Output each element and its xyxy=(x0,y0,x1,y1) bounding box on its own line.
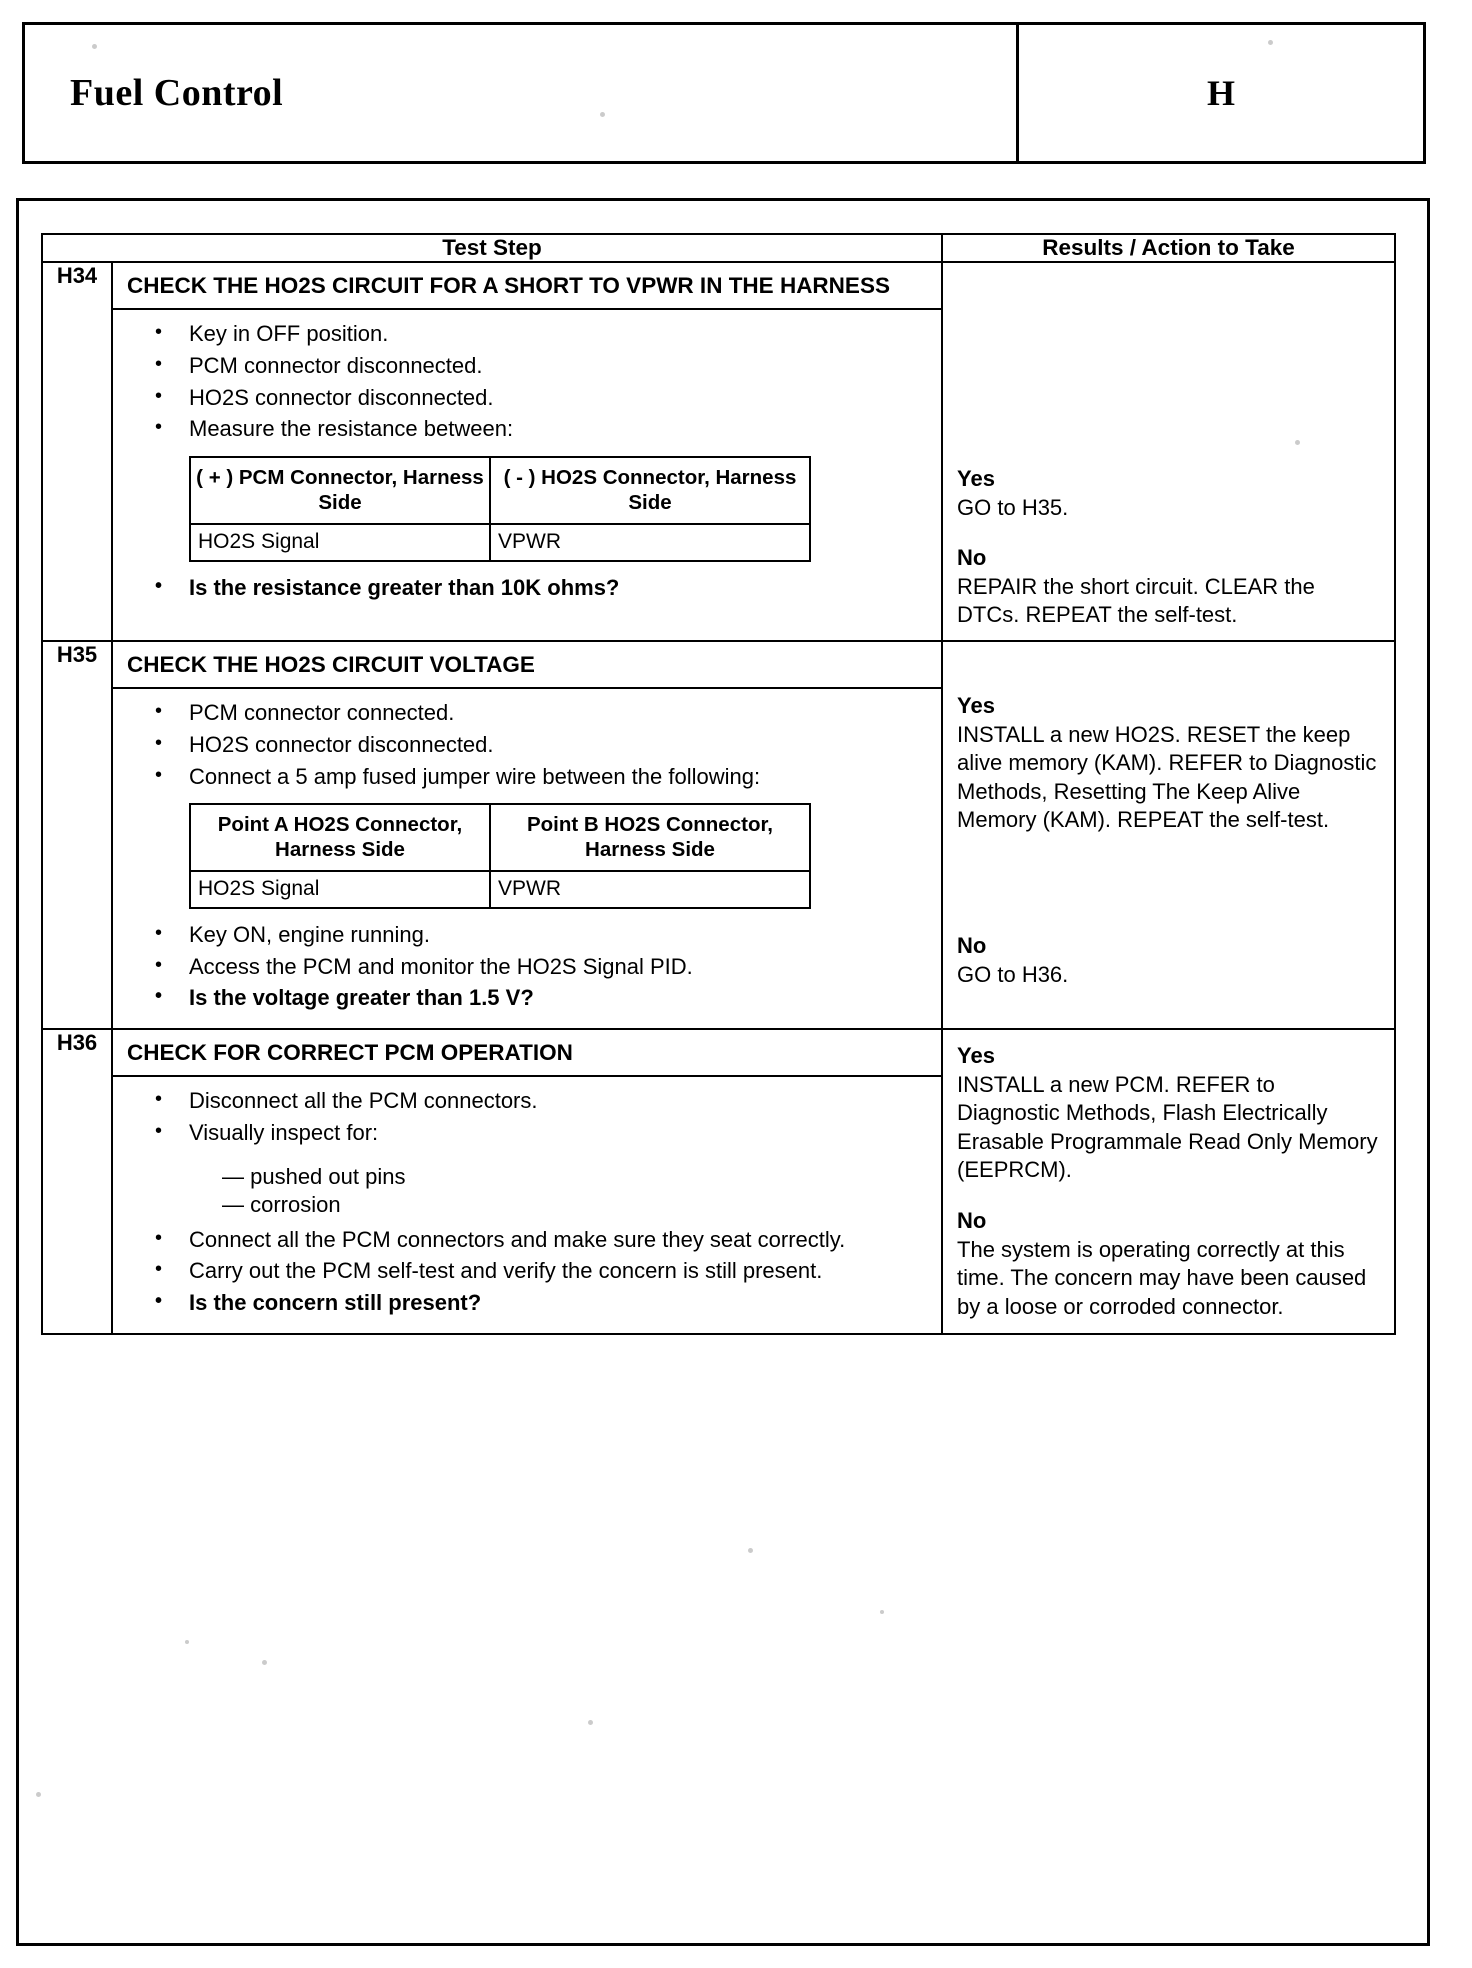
connector-header-left: Point A HO2S Connector, Harness Side xyxy=(190,804,490,871)
step-id: H36 xyxy=(42,1029,112,1334)
results-gap xyxy=(957,1185,1382,1205)
list-item: • Access the PCM and monitor the HO2S Signal PID. xyxy=(127,953,929,982)
result-yes-text: INSTALL a new PCM. REFER to Diagnostic Methods, Flash Electrically Erasable Programmale Read Only Memory (EEPRCM). xyxy=(957,1071,1378,1183)
results-cell xyxy=(942,262,1395,641)
step-content xyxy=(112,262,942,641)
results-spacer xyxy=(957,273,1382,463)
list-item: • PCM connector disconnected. xyxy=(127,352,929,381)
step-bullet-list xyxy=(127,320,929,443)
table-row xyxy=(42,262,1395,641)
connector-header-right: Point B HO2S Connector, Harness Side xyxy=(490,804,810,871)
step-title: CHECK THE HO2S CIRCUIT FOR A SHORT TO VPWR IN THE HARNESS xyxy=(113,263,941,310)
connector-table-row xyxy=(190,524,810,561)
step-content xyxy=(112,641,942,1029)
results-cell xyxy=(942,641,1395,1029)
connector-value-left: HO2S Signal xyxy=(190,524,490,561)
step-bullet-list-after xyxy=(127,921,929,1013)
connector-table xyxy=(189,456,811,562)
table-row xyxy=(42,1029,1395,1334)
list-item: • Key in OFF position. xyxy=(127,320,929,349)
result-yes-label: Yes xyxy=(957,692,995,718)
results-spacer xyxy=(957,652,1382,690)
list-item: • HO2S connector disconnected. xyxy=(127,731,929,760)
connector-value-right: VPWR xyxy=(490,524,810,561)
column-header-test-step: Test Step xyxy=(42,234,942,262)
step-id: H34 xyxy=(42,262,112,641)
result-no-label: No xyxy=(957,932,987,958)
step-question: • Is the resistance greater than 10K ohms? xyxy=(127,574,929,603)
scan-speck xyxy=(880,1610,884,1614)
result-yes-text: GO to H35. xyxy=(957,494,1069,520)
scan-speck xyxy=(185,1640,189,1644)
result-yes-label: Yes xyxy=(957,1042,995,1068)
results-content xyxy=(943,642,1394,999)
scan-speck xyxy=(600,112,605,117)
diagnostic-procedure-table xyxy=(41,233,1396,1335)
dash-item: — pushed out pins xyxy=(222,1163,406,1189)
results-content xyxy=(943,1030,1394,1331)
connector-value-right: VPWR xyxy=(490,871,810,908)
spacer xyxy=(127,1151,929,1163)
table-row xyxy=(42,641,1395,1029)
connector-table-row xyxy=(190,871,810,908)
list-item: • PCM connector connected. xyxy=(127,699,929,728)
connector-table-header-row xyxy=(190,804,810,871)
connector-header-right: ( - ) HO2S Connector, Harness Side xyxy=(490,457,810,524)
list-item: • Visually inspect for: xyxy=(127,1119,929,1148)
results-content xyxy=(943,263,1394,640)
step-question: • Is the concern still present? xyxy=(127,1289,929,1318)
result-no-label: No xyxy=(957,1207,987,1233)
connector-table-header-row xyxy=(190,457,810,524)
step-body xyxy=(113,1077,941,1332)
step-bullet-list xyxy=(127,699,929,791)
connector-table xyxy=(189,803,811,909)
scan-speck xyxy=(262,1660,267,1665)
step-bullet-list xyxy=(127,1087,929,1147)
list-item: • Measure the resistance between: xyxy=(127,415,929,444)
result-no-text: The system is operating correctly at this time. The concern may have been caused by a loose or corroded connector. xyxy=(957,1236,1367,1319)
scan-speck xyxy=(748,1548,753,1553)
list-item: • Carry out the PCM self-test and verify the concern is still present. xyxy=(127,1257,929,1286)
section-letter: H xyxy=(1206,73,1235,113)
step-id: H35 xyxy=(42,641,112,1029)
result-yes-text: INSTALL a new HO2S. RESET the keep alive memory (KAM). REFER to Diagnostic Methods, Resetting The Keep Alive Memory (KAM). REPEAT the self-test. xyxy=(957,721,1377,833)
step-title: CHECK THE HO2S CIRCUIT VOLTAGE xyxy=(113,642,941,689)
header-title-cell xyxy=(25,25,1019,161)
page-title: Fuel Control xyxy=(70,72,284,114)
scan-speck xyxy=(92,44,97,49)
results-cell xyxy=(942,1029,1395,1334)
step-question-list xyxy=(127,574,929,603)
list-item: • Disconnect all the PCM connectors. xyxy=(127,1087,929,1116)
results-gap xyxy=(957,835,1382,930)
step-title: CHECK FOR CORRECT PCM OPERATION xyxy=(113,1030,941,1077)
step-bullet-list-after xyxy=(127,1226,929,1318)
list-item: • Connect all the PCM connectors and make sure they seat correctly. xyxy=(127,1226,929,1255)
scan-speck xyxy=(36,1792,41,1797)
list-item: • HO2S connector disconnected. xyxy=(127,384,929,413)
scan-speck xyxy=(588,1720,593,1725)
result-yes-label: Yes xyxy=(957,466,995,491)
connector-header-left: ( + ) PCM Connector, Harness Side xyxy=(190,457,490,524)
result-no-label: No xyxy=(957,545,987,571)
step-body xyxy=(113,310,941,617)
header-section-cell xyxy=(1019,25,1423,161)
list-item: • Connect a 5 amp fused jumper wire between the following: xyxy=(127,763,929,792)
scan-speck xyxy=(1295,440,1300,445)
dash-item: — corrosion xyxy=(222,1192,341,1218)
table-header-row xyxy=(42,234,1395,262)
step-content xyxy=(112,1029,942,1334)
page-header xyxy=(22,22,1426,164)
result-no-text: REPAIR the short circuit. CLEAR the DTCs. REPEAT the self-test. xyxy=(957,573,1315,628)
column-header-results: Results / Action to Take xyxy=(942,234,1395,262)
step-body xyxy=(113,689,941,1028)
connector-value-left: HO2S Signal xyxy=(190,871,490,908)
step-question: • Is the voltage greater than 1.5 V? xyxy=(127,984,929,1013)
scan-speck xyxy=(1268,40,1273,45)
result-no-text: GO to H36. xyxy=(957,961,1069,987)
content-frame xyxy=(16,198,1430,1946)
results-gap xyxy=(957,522,1382,542)
list-item: • Key ON, engine running. xyxy=(127,921,929,950)
